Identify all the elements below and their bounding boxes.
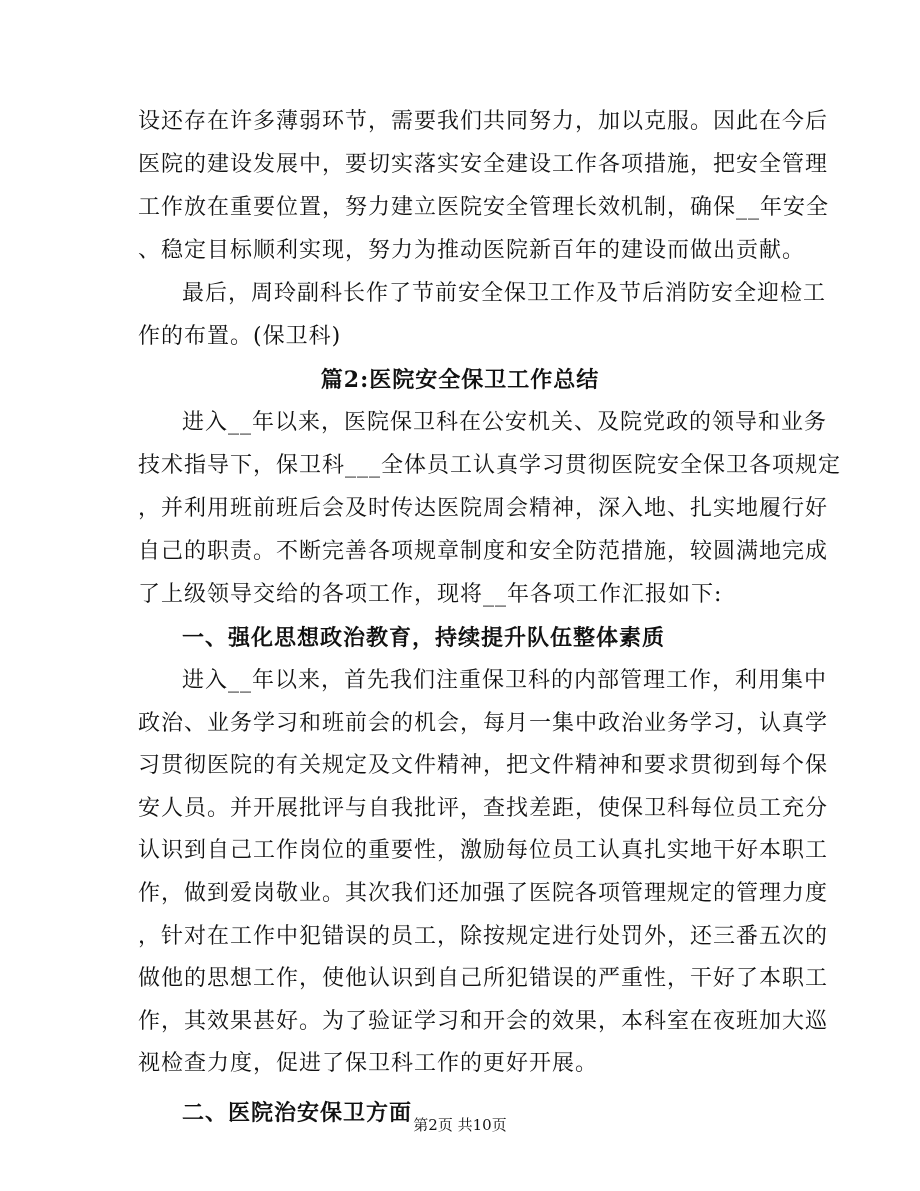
paragraph-line: 最后，周玲副科长作了节前安全保卫工作及节后消防安全迎检工: [182, 281, 827, 306]
paragraph-line: 政治、业务学习和班前会的机会，每月一集中政治业务学习，认真学: [138, 710, 829, 736]
article-title: 篇2:医院安全保卫工作总结: [320, 367, 600, 393]
paragraph-line: 技术指导下，保卫科___全体员工认真学习贯彻医院安全保卫各项规定: [138, 453, 842, 478]
paragraph-line: 做他的思想工作，使他认识到自己所犯错误的严重性，干好了本职工: [138, 966, 829, 992]
paragraph-line: 视检查力度，促进了保卫科工作的更好开展。: [138, 1051, 599, 1077]
paragraph-line: 自己的职责。不断完善各项规章制度和安全防范措施，较圆满地完成: [138, 539, 829, 564]
paragraph-line: 医院的建设发展中，要切实落实安全建设工作各项措施，把安全管理: [138, 152, 829, 177]
paragraph-line: 作，其效果甚好。为了验证学习和开会的效果，本科室在夜班加大巡: [138, 1008, 829, 1034]
paragraph-line: 进入__年以来，首先我们注重保卫科的内部管理工作，利用集中: [182, 668, 828, 693]
paragraph-line: 、稳定目标顺利实现，努力为推动医院新百年的建设而做出贡献。: [138, 238, 806, 263]
paragraph-line: 作，做到爱岗敬业。其次我们还加强了医院各项管理规定的管理力度: [138, 881, 829, 906]
paragraph-line: 设还存在许多薄弱环节，需要我们共同努力，加以克服。因此在今后: [138, 109, 829, 134]
paragraph-line: 安人员。并开展批评与自我批评，查找差距，使保卫科每位员工充分: [138, 795, 829, 821]
paragraph-line: 了上级领导交给的各项工作，现将__年各项工作汇报如下:: [138, 582, 723, 607]
page-footer: 第2页 共10页: [413, 1116, 507, 1134]
paragraph-line: ，并利用班前班后会及时传达医院周会精神，深入地、扎实地履行好: [138, 496, 829, 521]
paragraph-line: 认识到自己工作岗位的重要性，激励每位员工认真扎实地干好本职工: [138, 838, 829, 864]
paragraph-line: 进入__年以来，医院保卫科在公安机关、及院党政的领导和业务: [182, 410, 828, 435]
section-heading: 一、强化思想政治教育，持续提升队伍整体素质: [182, 625, 666, 651]
paragraph-line: 习贯彻医院的有关规定及文件精神，把文件精神和要求贯彻到每个保: [138, 753, 829, 779]
paragraph-line: 工作放在重要位置，努力建立医院安全管理长效机制，确保__年安全: [138, 195, 830, 220]
paragraph-line: ，针对在工作中犯错误的员工，除按规定进行处罚外，还三番五次的: [138, 923, 829, 949]
section-heading: 二、医院治安保卫方面: [182, 1100, 413, 1126]
paragraph-line: 作的布置。(保卫科): [138, 324, 342, 349]
